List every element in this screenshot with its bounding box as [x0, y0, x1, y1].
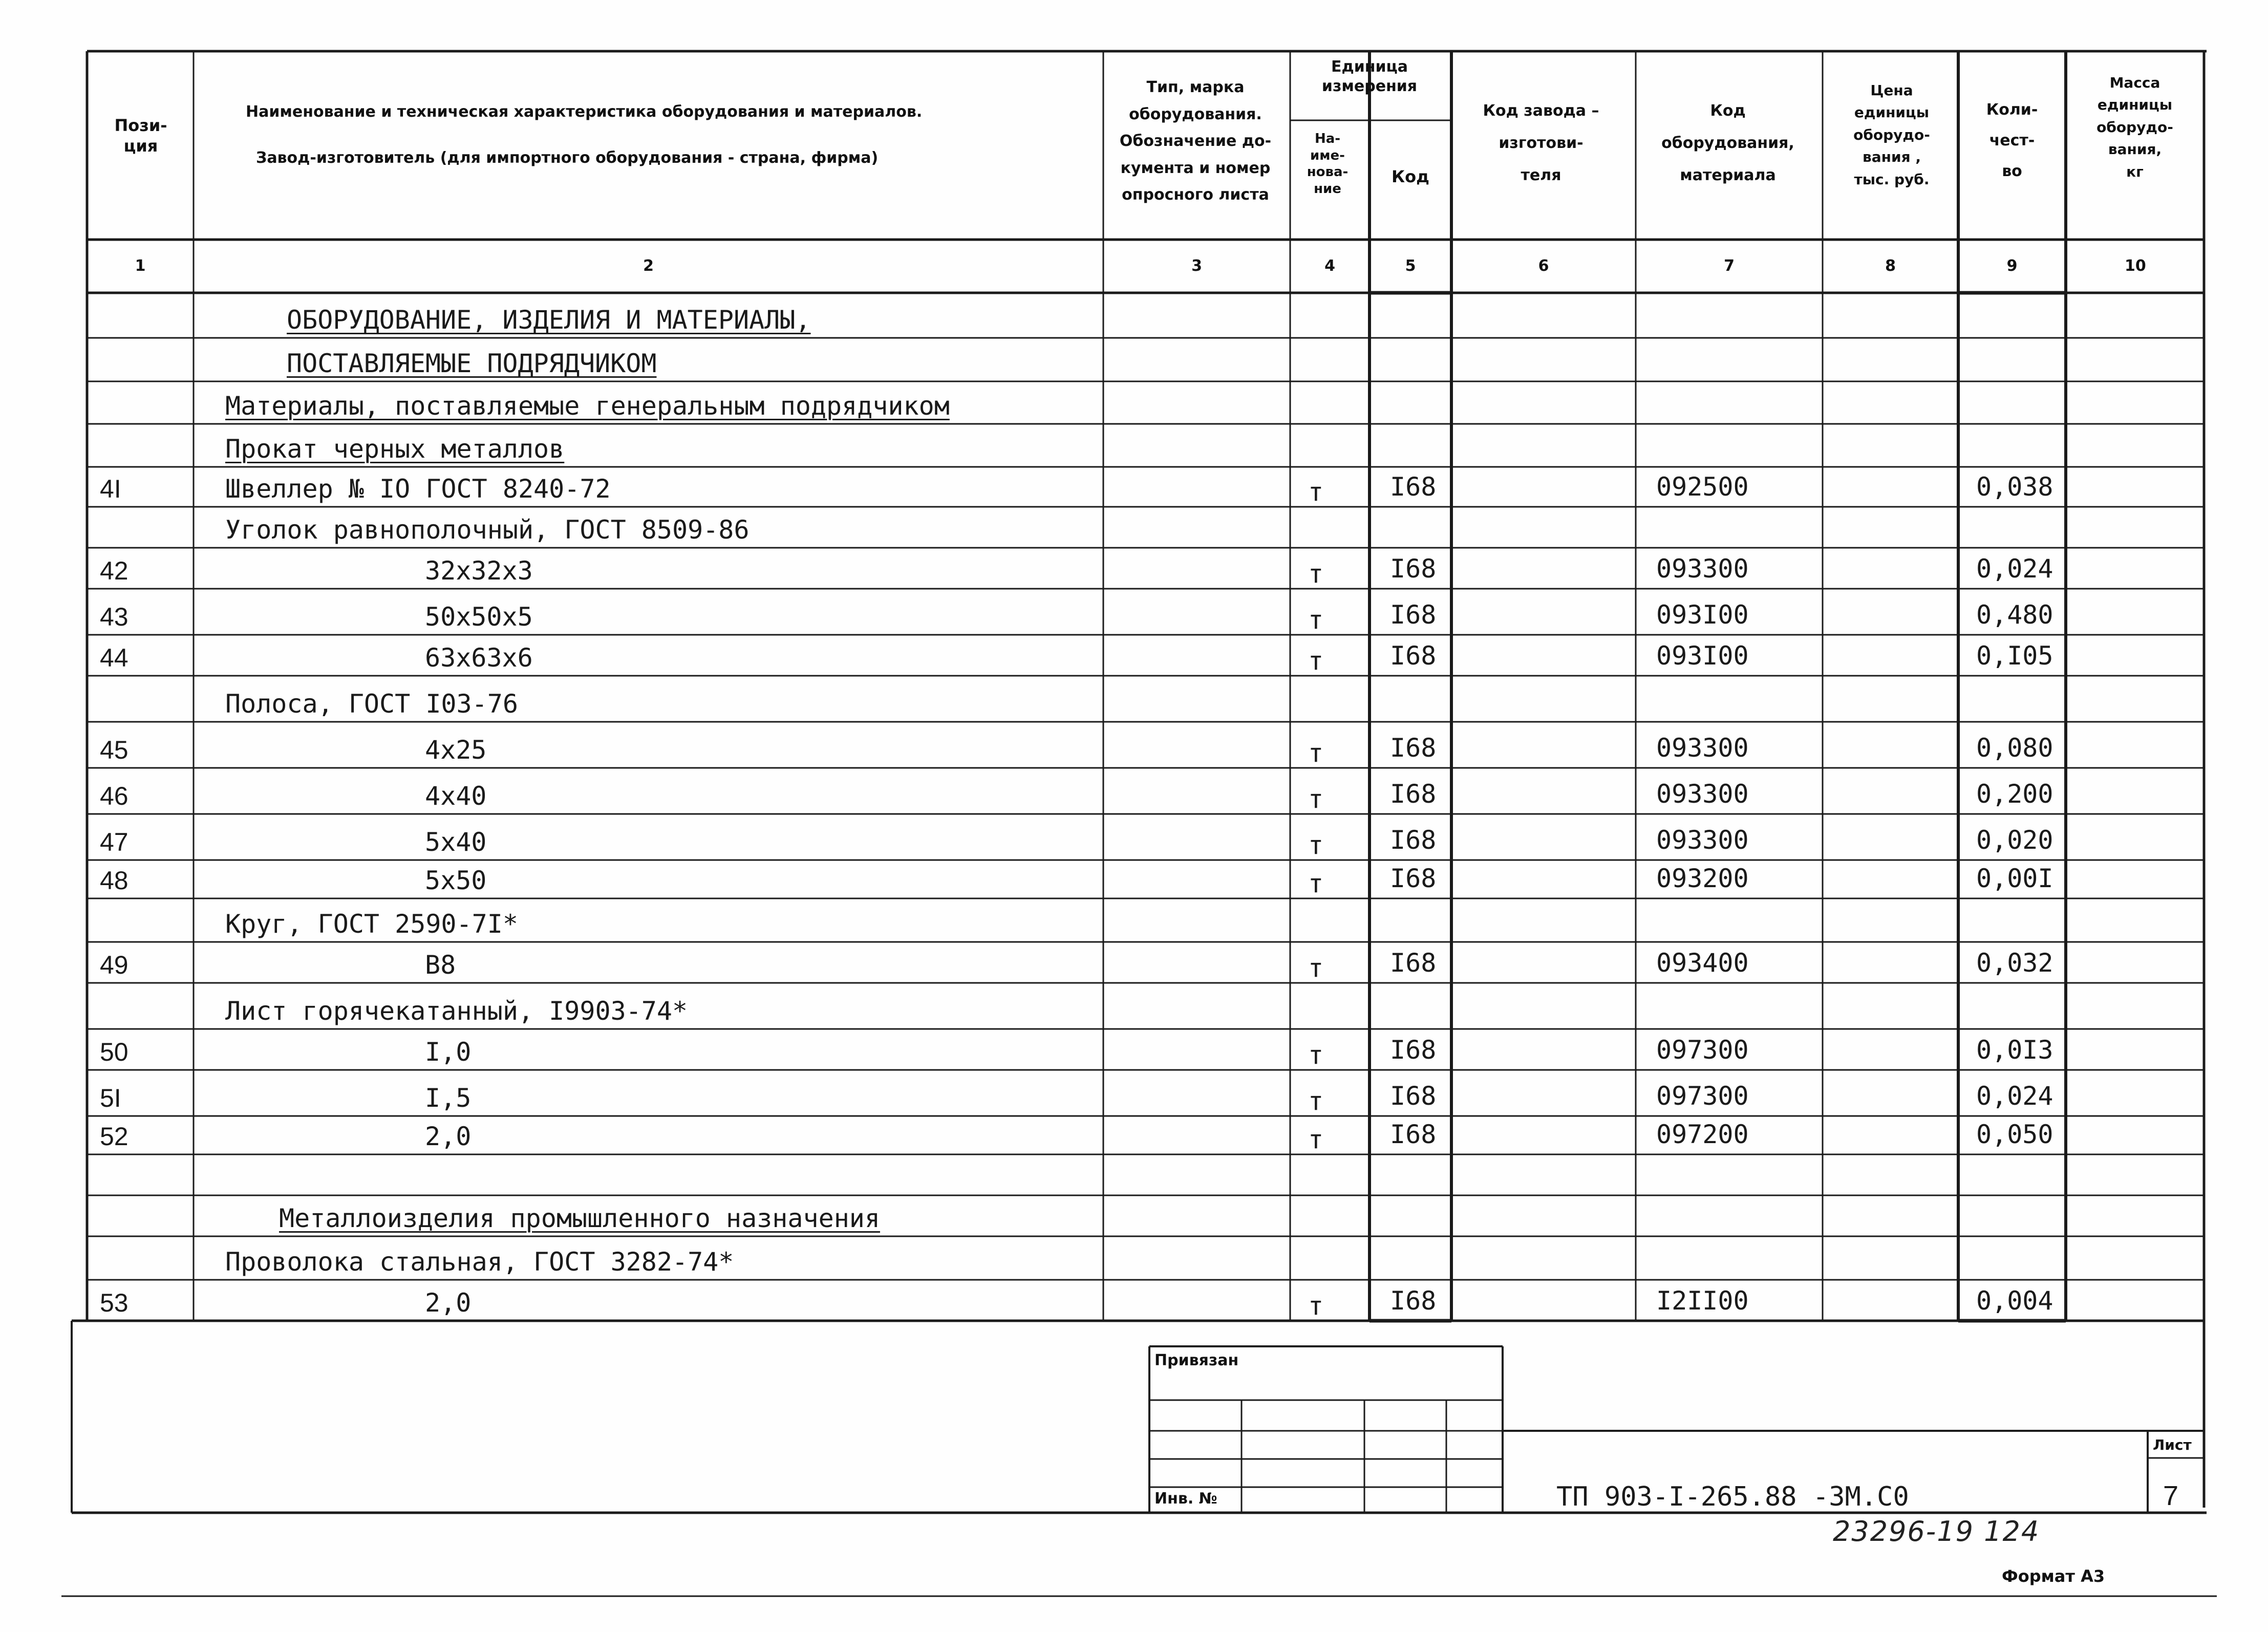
row-name: 5x40: [425, 827, 487, 857]
row-unit: т: [1308, 477, 1324, 507]
row-unit-code: I68: [1390, 1120, 1437, 1149]
row-quantity: 0,024: [1976, 554, 2053, 584]
row-quantity: 0,0I3: [1976, 1035, 2053, 1065]
header-price: Цена единицы оборудо- вания , тыс. руб.: [1853, 82, 1930, 188]
column-number-4: 4: [1324, 257, 1335, 275]
row-unit: т: [1308, 1291, 1324, 1321]
format-label: Формат А3: [2002, 1566, 2105, 1586]
header-name-line2: Завод-изготовитель (для импортного оборудования - страна, фирма): [256, 149, 879, 167]
header-factory-code: Код завода – изготови- теля: [1483, 102, 1599, 184]
header-quantity: Коли- чест- во: [1986, 101, 2038, 180]
header-unit-code: Код: [1392, 167, 1429, 186]
row-material-code: 093I00: [1656, 600, 1749, 630]
row-material-code: 093300: [1656, 825, 1749, 855]
row-quantity: 0,032: [1976, 948, 2053, 978]
row-unit: т: [1308, 559, 1324, 589]
row-position: 52: [100, 1122, 129, 1151]
header-unit-name: На- име- нова- ние: [1307, 131, 1349, 197]
row-material-code: 097300: [1656, 1035, 1749, 1065]
column-number-7: 7: [1724, 257, 1735, 275]
row-position: 53: [100, 1289, 129, 1317]
column-number-10: 10: [2125, 257, 2146, 275]
row-unit-code: I68: [1390, 641, 1437, 671]
row-unit: т: [1308, 830, 1324, 860]
column-number-5: 5: [1405, 257, 1416, 275]
row-unit-code: I68: [1390, 472, 1437, 502]
row-name: Материалы, поставляемые генеральным подрядчиком: [225, 391, 950, 421]
row-name: Швеллер № IO ГОСТ 8240-72: [225, 474, 611, 504]
column-number-6: 6: [1538, 257, 1549, 275]
row-name: Проволока стальная, ГОСТ 3282-74*: [225, 1247, 734, 1277]
row-position: 44: [100, 643, 129, 672]
row-unit-code: I68: [1390, 554, 1437, 584]
row-material-code: 097200: [1656, 1120, 1749, 1149]
row-quantity: 0,020: [1976, 825, 2053, 855]
row-material-code: 093300: [1656, 733, 1749, 763]
row-unit-code: I68: [1390, 733, 1437, 763]
row-unit: т: [1308, 646, 1324, 676]
row-material-code: 093I00: [1656, 641, 1749, 671]
stamp-inventory-label: Инв. №: [1154, 1490, 1217, 1508]
row-material-code: 093300: [1656, 779, 1749, 809]
row-quantity: 0,080: [1976, 733, 2053, 763]
row-material-code: 093300: [1656, 554, 1749, 584]
column-number-1: 1: [135, 257, 146, 275]
row-unit: т: [1308, 1040, 1324, 1070]
row-position: 46: [100, 782, 129, 810]
row-unit-code: I68: [1390, 1035, 1437, 1065]
row-unit-code: I68: [1390, 1286, 1437, 1316]
row-quantity: 0,I05: [1976, 641, 2053, 671]
row-unit: т: [1308, 738, 1324, 768]
row-unit-code: I68: [1390, 1081, 1437, 1111]
row-material-code: 097300: [1656, 1081, 1749, 1111]
header-position: Пози- ция: [114, 116, 167, 156]
row-unit-code: I68: [1390, 864, 1437, 893]
header-material-code: Код оборудования, материала: [1661, 102, 1794, 184]
row-name: Уголок равнополочный, ГОСТ 8509-86: [225, 515, 750, 545]
row-name: Круг, ГОСТ 2590-7I*: [225, 909, 518, 939]
row-material-code: 093400: [1656, 948, 1749, 978]
row-name: Полоса, ГОСТ I03-76: [225, 689, 518, 719]
row-unit-code: I68: [1390, 948, 1437, 978]
row-quantity: 0,480: [1976, 600, 2053, 630]
row-name: 5x50: [425, 866, 487, 895]
column-number-8: 8: [1885, 257, 1896, 275]
row-quantity: 0,038: [1976, 472, 2053, 502]
row-name: I,5: [425, 1083, 472, 1113]
row-material-code: 093200: [1656, 864, 1749, 893]
row-position: 42: [100, 556, 129, 585]
row-name: Прокат черных металлов: [225, 434, 565, 464]
row-position: 45: [100, 736, 129, 764]
column-number-2: 2: [643, 257, 654, 275]
row-quantity: 0,004: [1976, 1286, 2053, 1316]
header-type: Тип, марка оборудования. Обозначение до- кумента и номер опросного листа: [1119, 78, 1272, 204]
row-name: 2,0: [425, 1122, 472, 1151]
row-position: 47: [100, 828, 129, 856]
row-unit: т: [1308, 953, 1324, 983]
header-mass: Масса единицы оборудо- вания, кг: [2096, 74, 2173, 180]
sheet-label: Лист: [2153, 1436, 2192, 1453]
row-unit-code: I68: [1390, 825, 1437, 855]
row-position: 4I: [100, 475, 121, 503]
row-name: 63x63x6: [425, 643, 533, 673]
column-number-9: 9: [2006, 257, 2018, 275]
row-unit-code: I68: [1390, 779, 1437, 809]
sheet-number: 7: [2163, 1480, 2179, 1511]
row-unit: т: [1308, 1086, 1324, 1116]
header-unit-group: Единица измерения: [1321, 58, 1418, 95]
row-position: 49: [100, 951, 129, 979]
row-unit: т: [1308, 784, 1324, 814]
row-material-code: I2II00: [1656, 1286, 1749, 1316]
row-name: 4x25: [425, 735, 487, 765]
header-name-line1: Наименование и техническая характеристика оборудования и материалов.: [246, 103, 923, 121]
column-number-3: 3: [1191, 257, 1202, 275]
row-quantity: 0,024: [1976, 1081, 2053, 1111]
row-name: 4x40: [425, 781, 487, 811]
row-name: 50x50x5: [425, 602, 533, 632]
row-unit-code: I68: [1390, 600, 1437, 630]
row-unit: т: [1308, 605, 1324, 635]
row-quantity: 0,200: [1976, 779, 2053, 809]
row-name: ПОСТАВЛЯЕМЫЕ ПОДРЯДЧИКОМ: [287, 349, 657, 378]
row-name: 32x32x3: [425, 556, 533, 586]
row-position: 43: [100, 603, 129, 631]
row-name: ОБОРУДОВАНИЕ, ИЗДЕЛИЯ И МАТЕРИАЛЫ,: [287, 305, 811, 335]
row-material-code: 092500: [1656, 472, 1749, 502]
row-position: 5I: [100, 1084, 121, 1112]
row-name: 2,0: [425, 1288, 472, 1318]
row-quantity: 0,050: [1976, 1120, 2053, 1149]
document-code: ТП 903-I-265.88 -ЗМ.С0: [1556, 1481, 1909, 1512]
row-name: Металлоизделия промышленного назначения: [279, 1204, 880, 1233]
row-unit: т: [1308, 869, 1324, 898]
row-quantity: 0,00I: [1976, 864, 2053, 893]
row-position: 48: [100, 866, 129, 895]
stamp-tied-label: Привязан: [1154, 1351, 1239, 1369]
row-position: 50: [100, 1038, 129, 1066]
row-name: Лист горячекатанный, I9903-74*: [225, 996, 688, 1026]
row-name: I,0: [425, 1037, 472, 1067]
handwritten-archive-number: 23296-19 124: [1833, 1515, 2040, 1548]
row-name: B8: [425, 950, 456, 980]
row-unit: т: [1308, 1125, 1324, 1154]
